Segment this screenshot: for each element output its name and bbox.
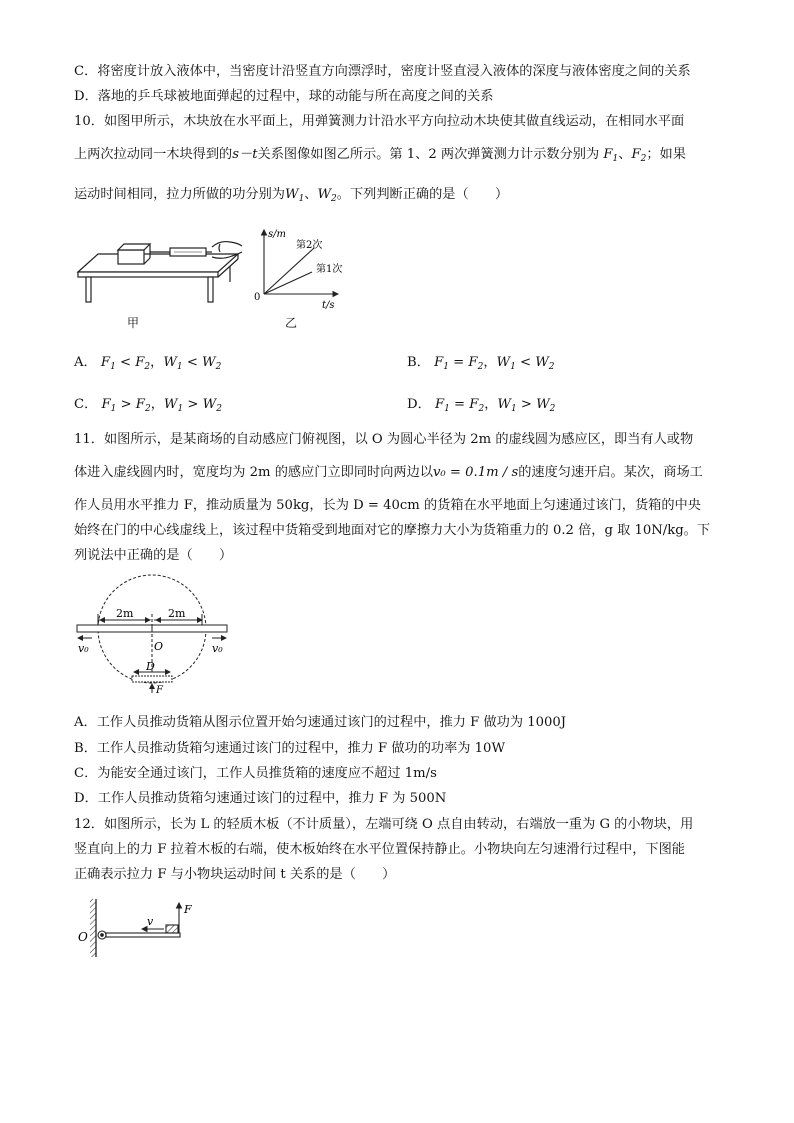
t-axis-label: t/s <box>322 300 335 311</box>
force-f-label: F <box>156 685 163 694</box>
q9-option-c: C．将密度计放入液体中，当密度计沿竖直方向漂浮时，密度计竖直浸入液体的深度与液体密度之间的关系 <box>74 64 691 79</box>
light-board <box>106 933 180 937</box>
q10-option-d: D． $F_1 = F_2$，$W_1 > W_2$ <box>407 397 556 414</box>
q11-option-b: B．工作人员推动货箱匀速通过该门的过程中，推力 F 做功的功率为 10W <box>74 741 505 756</box>
q10-option-c-f: $F_1 > F_2$ <box>101 397 151 414</box>
option-label: B． <box>407 355 430 370</box>
q10-st-symbol: s－t <box>232 147 258 162</box>
wall <box>90 899 96 957</box>
q10-stem-line3-a: 运动时间相同，拉力所做的功分别为 <box>74 187 285 202</box>
q10-stem-line2-b: 关系图像如图乙所示。第 1、2 两次弹簧测力计示数分别为 <box>257 147 600 162</box>
q10-option-d-w: $W_1 > W_2$ <box>497 397 556 414</box>
cargo-box <box>132 676 172 682</box>
q11-stem-line4: 始终在门的中心线虚线上，该过程中货箱受到地面对它的摩擦力大小为货箱重力的 0.2 倍，g 取 10N/kg。下 <box>74 523 711 538</box>
q12-lever-figure <box>74 895 204 960</box>
q10-stem-line2: 上两次拉动同一木块得到的s－t关系图像如图乙所示。第 1、2 两次弹簧测力计示数分别为 $F_1$、$F_2$；如果 <box>74 147 686 164</box>
small-block <box>166 925 178 933</box>
right-width-label: 2m <box>168 607 186 620</box>
q11-option-c: C．为能安全通过该门，工作人员推货箱的速度应不超过 1m/s <box>74 766 437 781</box>
q10-option-b: B． $F_1 = F_2$，$W_1 < W_2$ <box>407 355 555 372</box>
q11-door-figure <box>72 572 232 694</box>
pivot-o-label: O <box>78 930 88 944</box>
center-o-label: O <box>154 640 164 653</box>
right-door <box>152 625 227 632</box>
q10-stem-line1: 10．如图甲所示，木块放在水平面上，用弹簧测力计沿水平方向拉动木块使其做直线运动，在相同水平面 <box>74 114 685 129</box>
option-label: A． <box>74 355 97 370</box>
q10-stem-line3: 运动时间相同，拉力所做的功分别为$W_1$、$W_2$。下列判断正确的是（ ） <box>74 187 509 204</box>
q10-option-b-w: $W_1 < W_2$ <box>496 355 555 372</box>
q10-w1: $W_1$ <box>285 187 305 204</box>
q11-stem-line1: 11．如图所示，是某商场的自动感应门俯视图，以 O 为圆心半径为 2m 的虚线圆为感应区，即当有人或物 <box>74 432 694 447</box>
q12-stem-line1: 12．如图所示，长为 L 的轻质木板（不计质量），左端可绕 O 点自由转动，右端放一重为 G 的小物块，用 <box>74 817 694 832</box>
q10-f2: $F_2$ <box>631 147 647 164</box>
q10-stem-line2-c: ；如果 <box>646 147 686 162</box>
left-door <box>77 625 152 632</box>
q11-stem-line2 <box>74 464 703 482</box>
box-d-label: D <box>146 660 155 673</box>
q10-option-c: C． $F_1 > F_2$，$W_1 > W_2$ <box>74 397 222 414</box>
v0-right-label: v₀ <box>212 642 223 655</box>
s-axis-label: s/m <box>268 229 286 240</box>
v0-left-label: v₀ <box>78 642 89 655</box>
velocity-v-label: v <box>147 915 154 928</box>
q10-option-b-f: $F_1 = F_2$ <box>434 355 484 372</box>
q10-figure-table <box>70 230 245 310</box>
q10-option-a-w: $W_1 < W_2$ <box>163 355 222 372</box>
q10-stem-line2-a: 上两次拉动同一木块得到的 <box>74 147 233 162</box>
q10-option-c-w: $W_1 > W_2$ <box>163 397 222 414</box>
q10-figure-right-caption: 乙 <box>285 316 298 330</box>
q11-stem-line2-b: 的速度匀速开启。某次，商场工 <box>518 465 703 480</box>
series-1st-label: 第1次 <box>316 264 343 275</box>
left-width-label: 2m <box>116 607 134 620</box>
q9-option-d: D．落地的乒乓球被地面弹起的过程中，球的动能与所在高度之间的关系 <box>74 89 494 104</box>
option-label: D． <box>407 397 431 412</box>
q10-option-d-f: $F_1 = F_2$ <box>434 397 485 414</box>
q10-stem-line3-b: 。下列判断正确的是（ ） <box>336 187 509 202</box>
q11-speed: v₀ = 0.1m / s <box>432 465 519 480</box>
q11-option-d: D．工作人员推动货箱匀速通过该门的过程中，推力 F 为 500N <box>74 791 447 806</box>
q10-figure-left-caption: 甲 <box>127 316 140 330</box>
q10-f1: $F_1$ <box>603 147 619 164</box>
q10-st-graph <box>250 222 360 314</box>
q10-option-a: A． $F_1 < F_2$，$W_1 < W_2$ <box>74 355 222 372</box>
graph-origin: 0 <box>254 292 261 303</box>
q11-stem-line2-a: 体进入虚线圆内时，宽度均为 2m 的感应门立即同时向两边以 <box>74 465 433 480</box>
q11-stem-line3: 作人员用水平推力 F，推动质量为 50kg，长为 D = 40cm 的货箱在水平地面上匀速通过该门，货箱的中央 <box>74 498 701 513</box>
series-1st-line <box>264 272 312 294</box>
option-label: C． <box>74 397 98 412</box>
q10-w2: $W_2$ <box>317 187 337 204</box>
q10-option-a-f: $F_1 < F_2$ <box>100 355 151 372</box>
q12-stem-line3: 正确表示拉力 F 与小物块运动时间 t 关系的是（ ） <box>74 867 396 882</box>
series-2nd-line <box>264 248 314 294</box>
q11-option-a: A．工作人员推动货箱从图示位置开始匀速通过该门的过程中，推力 F 做功为 1000J <box>74 715 567 730</box>
force-f-label: F <box>184 903 192 916</box>
series-2nd-label: 第2次 <box>296 240 323 251</box>
q11-stem-line5: 列说法中正确的是（ ） <box>74 548 233 563</box>
q12-stem-line2: 竖直向上的力 F 拉着木板的右端，使木板始终在水平位置保持静止。小物块向左匀速滑行过程中，下图能 <box>74 842 685 857</box>
